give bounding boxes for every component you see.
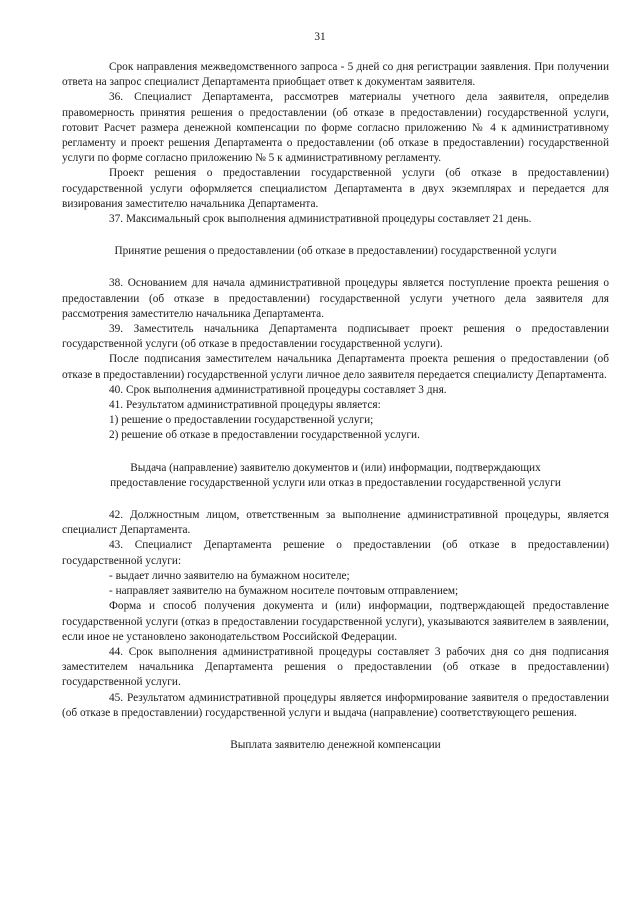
paragraph: 37. Максимальный срок выполнения административной процедуры составляет 21 день.	[109, 213, 532, 226]
paragraph: Форма и способ получения документа и (или) информации, подтверждающей предоставление государственной услуги (отказ в предоставлении государственной услуги), указываются заявителем в заявлении, если иное не установлено законодательством Российской Федерации.	[62, 600, 609, 643]
paragraph: 41. Результатом административной процедуры является:	[109, 399, 381, 412]
document-body	[62, 60, 609, 753]
paragraph: 36. Специалист Департамента, рассмотрев материалы учетного дела заявителя, определив правомерность принятия решения о предоставлении (об отказе в предоставлении) государственной услуги, готовит Расчет размера денежной компенсации по форме согласно приложению № 4 к административному регламенту и проект решения Департамента о предоставлении (об отказе в предоставлении) государственной услуги по форме согласно приложению № 5 к административному регламенту.	[62, 91, 609, 165]
paragraph: 44. Срок выполнения административной процедуры составляет 3 рабочих дня со дня подписания заместителем начальника Департамента решения о предоставлении (об отказе в предоставлении) государственной услуги.	[62, 645, 609, 689]
section-heading: Выплата заявителю денежной компенсации	[230, 738, 441, 751]
paragraph: 40. Срок выполнения административной процедуры составляет 3 дня.	[109, 383, 447, 396]
paragraph: 43. Специалист Департамента решение о предоставлении (об отказе в предоставлении) государственной услуги:	[62, 539, 609, 567]
spacer	[62, 227, 609, 244]
paragraph: 2) решение об отказе в предоставлении государственной услуги.	[109, 429, 420, 442]
paragraph: После подписания заместителем начальника Департамента проекта решения о предоставлении (об отказе в предоставлении) государственной услуги личное дело заявителя передается специалисту Департамента.	[62, 353, 609, 381]
spacer	[62, 491, 609, 508]
paragraph: - выдает лично заявителю на бумажном носителе;	[109, 569, 350, 582]
section-heading: Принятие решения о предоставлении (об отказе в предоставлении) государственной услуги	[114, 245, 557, 258]
paragraph: 45. Результатом административной процедуры является информирование заявителя о предоставлении (об отказе в предоставлении) государственной услуги и выдача (направление) соответствующего решения.	[62, 691, 609, 719]
paragraph: 1) решение о предоставлении государственной услуги;	[109, 414, 374, 427]
paragraph: Проект решения о предоставлении государственной услуги (об отказе в предоставлении) государственной услуги оформляется специалистом Департамента в двух экземплярах и передается для визирования заместителю начальника Департамента.	[62, 167, 609, 210]
paragraph: 42. Должностным лицом, ответственным за выполнение административной процедуры, является специалист Департамента.	[62, 509, 609, 537]
spacer	[62, 721, 609, 738]
spacer	[62, 259, 609, 276]
paragraph: 38. Основанием для начала административной процедуры является поступление проекта решения о предоставлении (об отказе в предоставлении) государственной услуги учетного дела заявителя для рассмотрения заместителю начальника Департамента.	[62, 277, 609, 320]
section-heading: Выдача (направление) заявителю документов и (или) информации, подтверждающих предоставление государственной услуги или отказ в предоставлении государственной услуги	[110, 461, 561, 489]
paragraph: Срок направления межведомственного запроса - 5 дней со дня регистрации заявления. При получении ответа на запрос специалист Департамента приобщает ответ к документам заявителя.	[62, 61, 609, 89]
page-number: 31	[314, 31, 326, 43]
paragraph: 39. Заместитель начальника Департамента подписывает проект решения о предоставлении государственной услуги (об отказе в предоставлении государственной услуги).	[62, 323, 609, 351]
paragraph: - направляет заявителю на бумажном носителе почтовым отправлением;	[109, 585, 459, 598]
spacer	[62, 444, 609, 461]
